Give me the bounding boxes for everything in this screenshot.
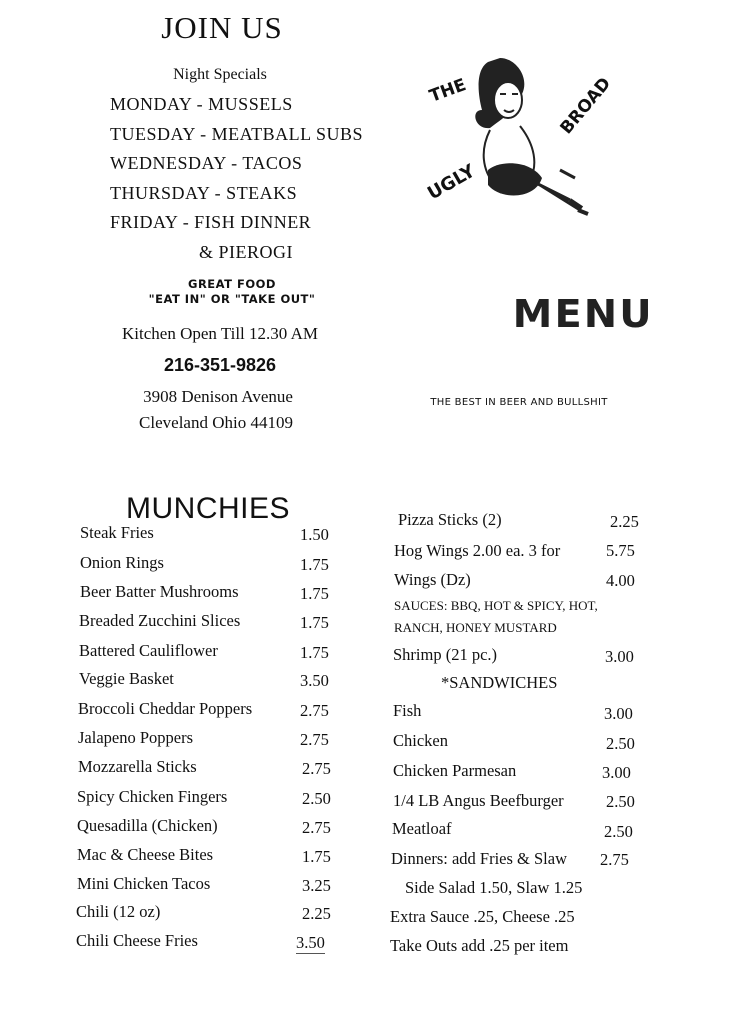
night-specials-heading: Night Specials <box>173 66 267 83</box>
tagline: THE BEST IN BEER AND BULLSHIT <box>430 397 608 408</box>
menu-item-name: Chicken <box>393 731 448 750</box>
logo-the: THE <box>426 75 469 107</box>
special-tuesday: TUESDAY - MEATBALL SUBS <box>110 124 364 144</box>
logo-broad: BROAD <box>556 73 616 139</box>
menu-item-name: 1/4 LB Angus Beefburger <box>393 791 564 810</box>
menu-title: MENU <box>512 292 654 336</box>
menu-item-price: 2.75 <box>300 701 329 720</box>
menu-item-price: 2.25 <box>610 512 639 531</box>
sandwiches-heading: *SANDWICHES <box>441 673 558 692</box>
menu-item-price: 3.50 <box>296 933 325 952</box>
menu-item-name: Onion Rings <box>80 553 164 572</box>
menu-item-price: 4.00 <box>606 571 635 590</box>
menu-item-name: Mac & Cheese Bites <box>77 845 214 864</box>
menu-item-price: 2.75 <box>302 818 331 837</box>
eat-in-take-out: "EAT IN" OR "TAKE OUT" <box>148 292 316 306</box>
special-monday: MONDAY - MUSSELS <box>110 94 293 114</box>
menu-item-name: Shrimp (21 pc.) <box>393 645 498 664</box>
menu-item-price: 3.00 <box>602 763 631 782</box>
menu-item-name: Beer Batter Mushrooms <box>80 582 239 601</box>
special-friday: FRIDAY - FISH DINNER <box>110 212 312 232</box>
menu-item-name: Steak Fries <box>80 523 154 542</box>
menu-item-price: 2.50 <box>302 789 331 808</box>
menu-item-price: 2.75 <box>300 730 329 749</box>
menu-item-name: Wings (Dz) <box>394 570 471 589</box>
menu-item-price: 2.75 <box>600 850 629 869</box>
menu-item-name: Chili Cheese Fries <box>76 931 198 950</box>
take-outs-note: Take Outs add .25 per item <box>390 936 569 955</box>
menu-item-price: 3.25 <box>302 876 331 895</box>
menu-item-price: 2.50 <box>604 822 633 841</box>
special-wednesday: WEDNESDAY - TACOS <box>110 153 303 173</box>
menu-item-name: Meatloaf <box>392 819 452 838</box>
menu-item-price: 2.50 <box>606 734 635 753</box>
kitchen-hours: Kitchen Open Till 12.30 AM <box>122 324 318 343</box>
menu-item-name: Dinners: add Fries & Slaw <box>391 849 567 868</box>
menu-item-name: Chili (12 oz) <box>76 902 161 921</box>
special-pierogi: & PIEROGI <box>199 242 293 262</box>
menu-item-price: 1.75 <box>300 613 329 632</box>
menu-item-name: Spicy Chicken Fingers <box>77 787 228 806</box>
menu-item-name: Mini Chicken Tacos <box>77 874 211 893</box>
address-city: Cleveland Ohio 44109 <box>139 413 293 432</box>
extra-sauce-cheese: Extra Sauce .25, Cheese .25 <box>390 907 575 926</box>
menu-item-price: 3.00 <box>605 647 634 666</box>
menu-item-price: 2.75 <box>302 759 331 778</box>
menu-item-name: Mozzarella Sticks <box>78 757 197 776</box>
join-us-title: JOIN US <box>161 10 283 45</box>
munchies-heading: MUNCHIES <box>126 492 291 525</box>
menu-item-name: Battered Cauliflower <box>79 641 218 660</box>
ugly-broad-logo <box>420 50 630 220</box>
menu-item-price: 1.75 <box>300 584 329 603</box>
logo-ugly: UGLY <box>424 160 479 205</box>
menu-item-name: Broccoli Cheddar Poppers <box>78 699 253 718</box>
address-street: 3908 Denison Avenue <box>143 387 293 406</box>
menu-item-name: Chicken Parmesan <box>393 761 517 780</box>
menu-item-price: 1.75 <box>300 555 329 574</box>
phone-number: 216-351-9826 <box>163 355 277 375</box>
side-salad-slaw: Side Salad 1.50, Slaw 1.25 <box>405 878 583 897</box>
menu-item-price: 1.50 <box>300 525 329 544</box>
menu-item-price: 3.00 <box>604 704 633 723</box>
great-food: GREAT FOOD <box>188 277 276 291</box>
menu-item-price: 3.50 <box>300 671 329 690</box>
menu-item-price: 5.75 <box>606 541 635 560</box>
sauces-line-2: RANCH, HONEY MUSTARD <box>394 620 557 635</box>
menu-item-name: Veggie Basket <box>79 669 174 688</box>
special-thursday: THURSDAY - STEAKS <box>110 183 298 203</box>
menu-item-price: 1.75 <box>300 643 329 662</box>
menu-item-name: Hog Wings 2.00 ea. 3 for <box>394 541 561 560</box>
menu-item-name: Quesadilla (Chicken) <box>77 816 218 835</box>
menu-item-price: 2.50 <box>606 792 635 811</box>
menu-item-name: Pizza Sticks (2) <box>398 510 502 529</box>
sauces-line-1: SAUCES: BBQ, HOT & SPICY, HOT, <box>394 598 598 613</box>
menu-item-price: 2.25 <box>302 904 331 923</box>
menu-item-name: Breaded Zucchini Slices <box>79 611 241 630</box>
menu-item-price: 1.75 <box>302 847 331 866</box>
menu-item-name: Jalapeno Poppers <box>78 728 194 747</box>
menu-item-name: Fish <box>393 701 422 720</box>
